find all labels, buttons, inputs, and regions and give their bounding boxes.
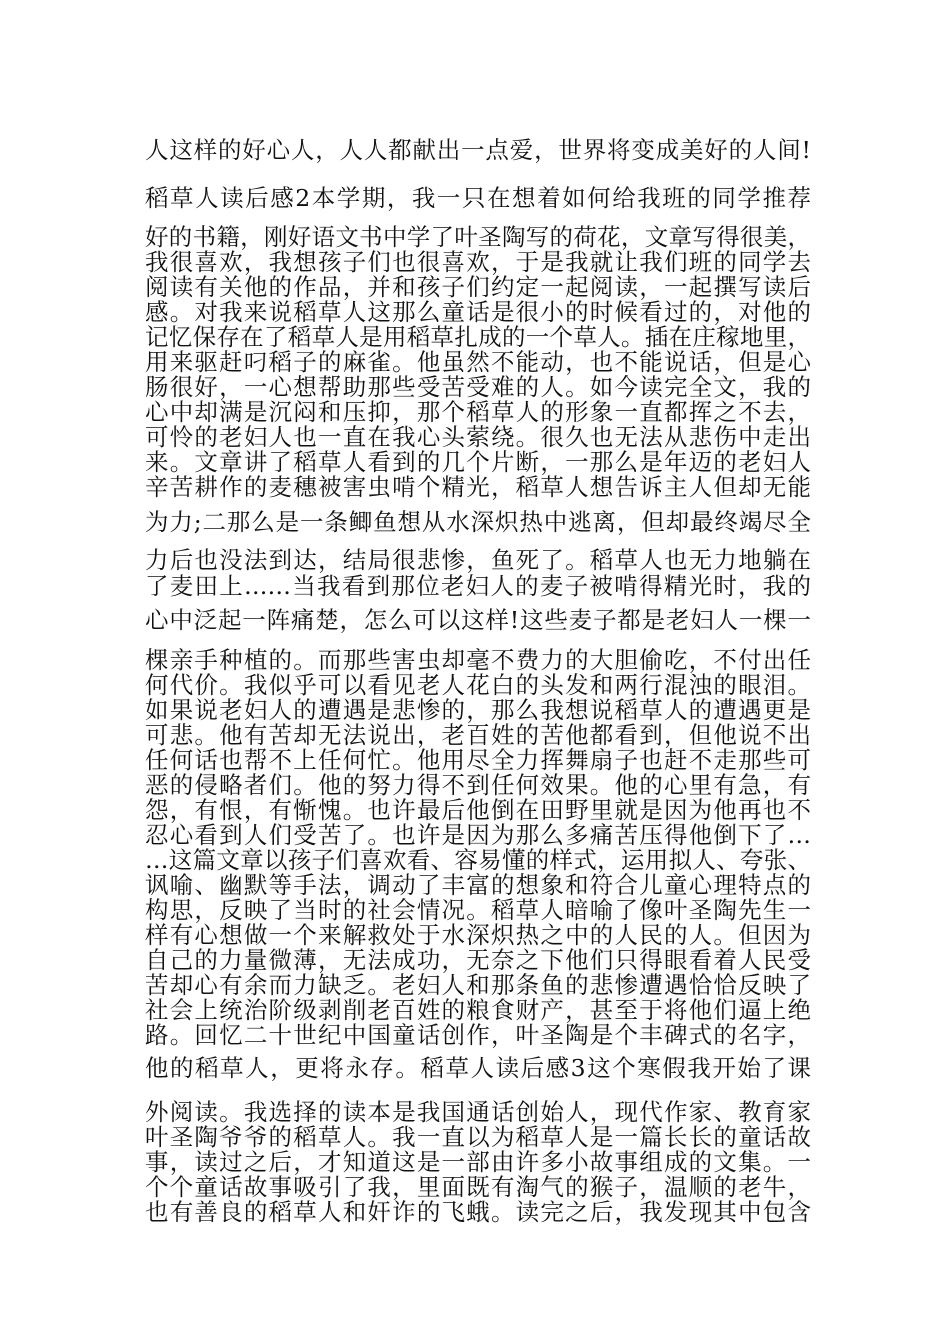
text-line: 自己的力量微薄，无法成功，无奈之下他们只得眼看着人民受 [145, 946, 811, 974]
text-line: 构思，反映了当时的社会情况。稻草人暗喻了像叶圣陶先生一 [145, 896, 811, 924]
text-line: 怨，有恨，有惭愧。也许最后他倒在田野里就是因为他再也不 [145, 796, 811, 824]
text-line: 辛苦耕作的麦穗被害虫啃个精光，稻草人想告诉主人但却无能 [145, 473, 811, 501]
text-line: 阅读有关他的作品，并和孩子们约定一起阅读，一起撰写读后 [145, 273, 811, 301]
text-line: 稻草人读后感2本学期，我一只在想着如何给我班的同学推荐 [145, 184, 811, 212]
text-line: 心中却满是沉闷和压抑，那个稻草人的形象一直都挥之不去， [145, 398, 811, 426]
text-line: 我很喜欢，我想孩子们也很喜欢，于是我就让我们班的同学去 [145, 248, 811, 276]
text-line: 样有心想做一个来解救处于水深炽热之中的人民的人。但因为 [145, 921, 811, 949]
text-line: 也有善良的稻草人和奸诈的飞蛾。读完之后，我发现其中包含 [145, 1198, 811, 1226]
text-line: 用来驱赶叼稻子的麻雀。他虽然不能动，也不能说话，但是心 [145, 348, 811, 376]
text-line: 如果说老妇人的遭遇是悲惨的，那么我想说稻草人的遭遇更是 [145, 696, 811, 724]
text-line: 忍心看到人们受苦了。也许是因为那么多痛苦压得他倒下了… [145, 821, 811, 849]
text-line: 了麦田上……当我看到那位老妇人的麦子被啃得精光时，我的 [145, 572, 811, 600]
text-line: 恶的侵略者们。他的努力得不到任何效果。他的心里有急，有 [145, 771, 811, 799]
text-line: 心中泛起一阵痛楚，怎么可以这样!这些麦子都是老妇人一棵一 [145, 606, 811, 634]
text-line: 事，读过之后，才知道这是一部由许多小故事组成的文集。一 [145, 1148, 811, 1176]
text-line: 苦却心有余而力缺乏。老妇人和那条鱼的悲惨遭遇恰恰反映了 [145, 971, 811, 999]
text-line: 感。对我来说稻草人这那么童话是很小的时候看过的，对他的 [145, 298, 811, 326]
text-line: 人这样的好心人，人人都献出一点爱，世界将变成美好的人间! [145, 136, 811, 164]
text-line: 个个童话故事吸引了我，里面既有淘气的猴子，温顺的老牛， [145, 1173, 811, 1201]
text-line: 记忆保存在了稻草人是用稻草扎成的一个草人。插在庄稼地里， [145, 323, 811, 351]
text-line: 为力;二那么是一条鲫鱼想从水深炽热中逃离，但却最终竭尽全 [145, 508, 811, 536]
text-line: 力后也没法到达，结局很悲惨，鱼死了。稻草人也无力地躺在 [145, 546, 811, 574]
text-line: 来。文章讲了稻草人看到的几个片断，一那么是年迈的老妇人 [145, 448, 811, 476]
text-line: 好的书籍，刚好语文书中学了叶圣陶写的荷花，文章写得很美， [145, 223, 811, 251]
text-line: 外阅读。我选择的读本是我国通话创始人，现代作家、教育家 [145, 1098, 811, 1126]
text-line: 何代价。我似乎可以看见老人花白的头发和两行混浊的眼泪。 [145, 671, 811, 699]
text-line: 可怜的老妇人也一直在我心头萦绕。很久也无法从悲伤中走出 [145, 423, 811, 451]
text-line: 叶圣陶爷爷的稻草人。我一直以为稻草人是一篇长长的童话故 [145, 1123, 811, 1151]
text-line: 社会上统治阶级剥削老百姓的粮食财产，甚至于将他们逼上绝 [145, 996, 811, 1024]
text-line: 讽喻、幽默等手法，调动了丰富的想象和符合儿童心理特点的 [145, 871, 811, 899]
text-line: 路。回忆二十世纪中国童话创作，叶圣陶是个丰碑式的名字， [145, 1021, 811, 1049]
text-line: 可悲。他有苦却无法说出，老百姓的苦他都看到，但他说不出 [145, 721, 811, 749]
text-line: 他的稻草人，更将永存。稻草人读后感3这个寒假我开始了课 [145, 1054, 811, 1082]
text-line: …这篇文章以孩子们喜欢看、容易懂的样式，运用拟人、夸张、 [145, 846, 811, 874]
text-line: 任何话也帮不上任何忙。他用尽全力挥舞扇子也赶不走那些可 [145, 746, 811, 774]
text-line: 肠很好，一心想帮助那些受苦受难的人。如今读完全文，我的 [145, 373, 811, 401]
text-line: 棵亲手种植的。而那些害虫却毫不费力的大胆偷吃，不付出任 [145, 646, 811, 674]
